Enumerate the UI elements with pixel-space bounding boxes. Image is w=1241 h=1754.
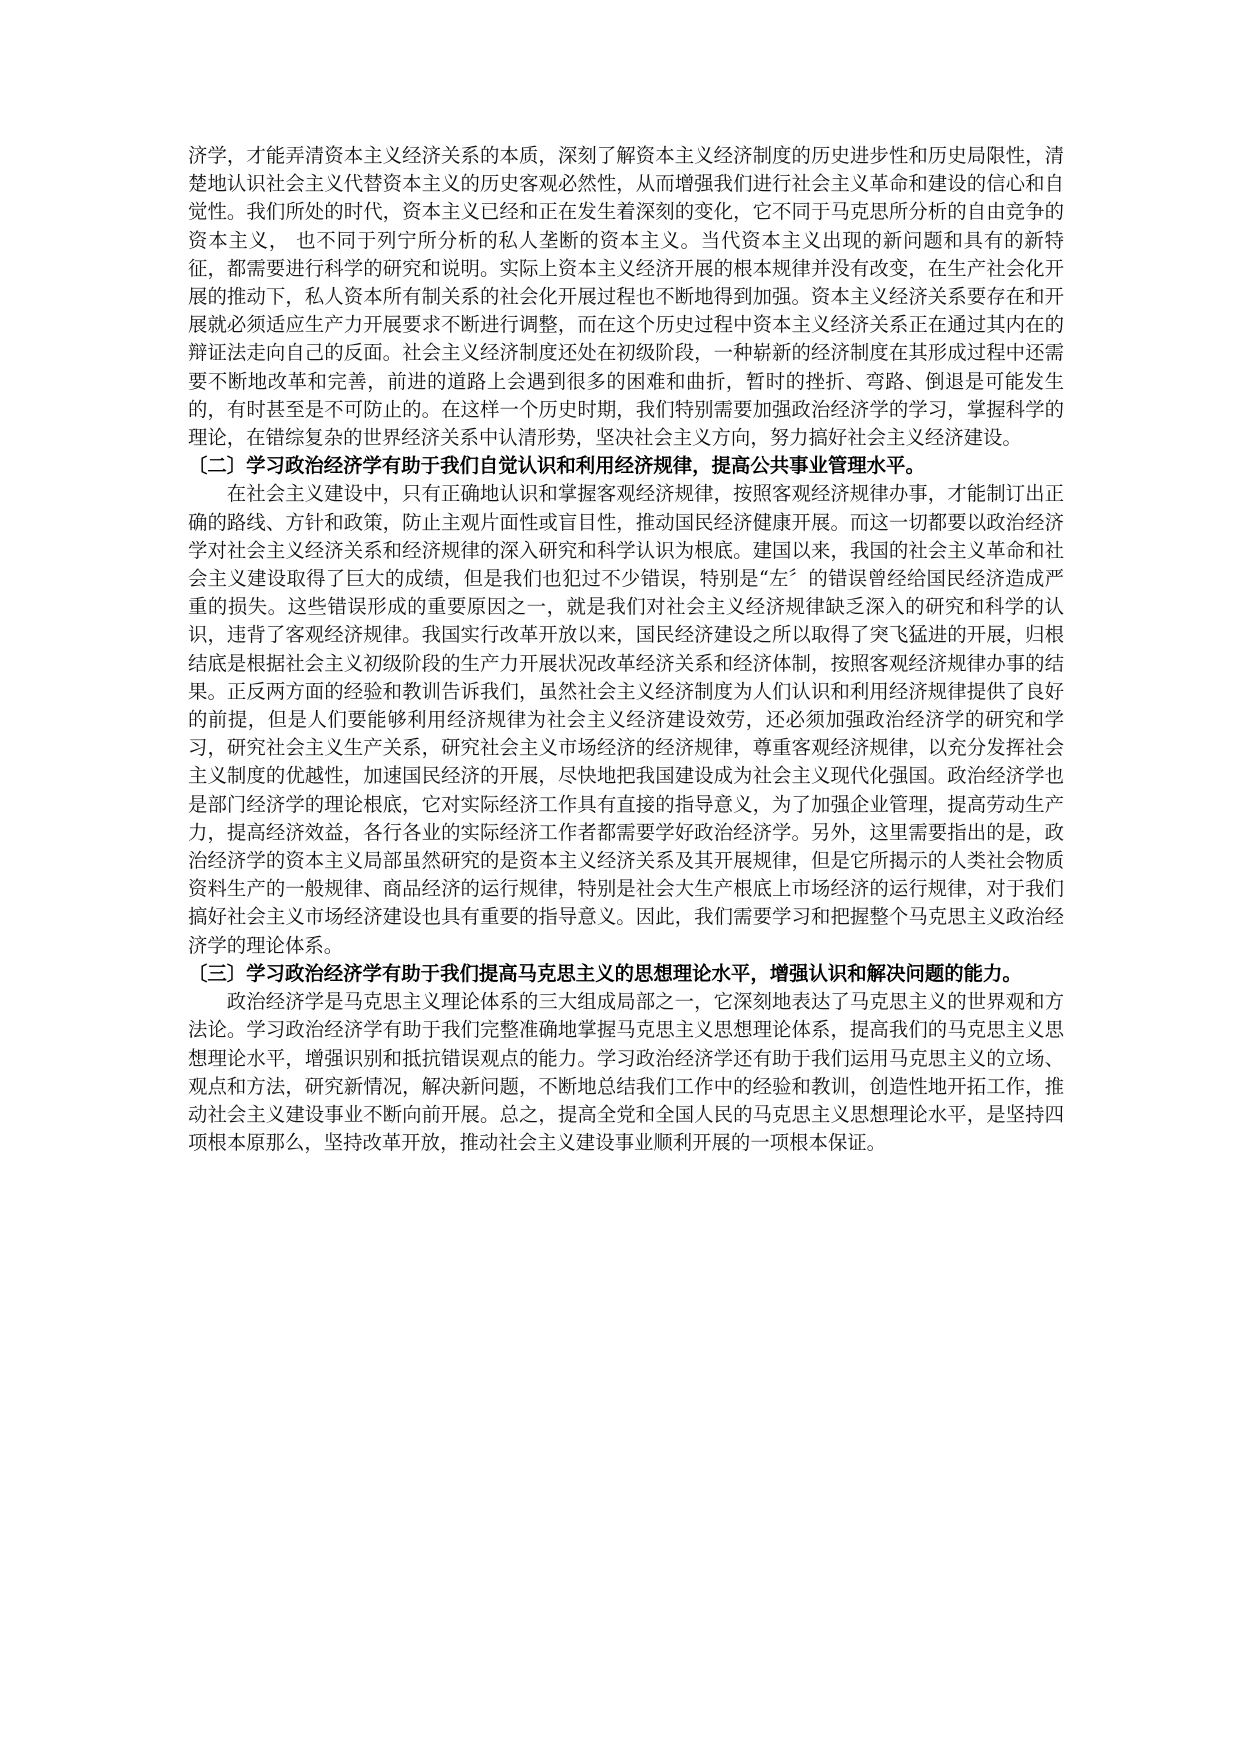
document-page	[188, 142, 1064, 1157]
section-heading-3: 〔三〕学习政治经济学有助于我们提高马克思主义的思想理论水平，增强认识和解决问题的能力。	[188, 961, 1022, 985]
paragraph-section-3: 政治经济学是马克思主义理论体系的三大组成局部之一，它深刻地表达了马克思主义的世界观和方法论。学习政治经济学有助于我们完整准确地掌握马克思主义思想理论体系，提高我们的马克思主义思想理论水平，增强识别和抵抗错误观点的能力。学习政治经济学还有助于我们运用马克思主义的立场、观点和方法，研究新情况，解决新问题，不断地总结我们工作中的经验和教训，创造性地开拓工作，推动社会主义建设事业不断向前开展。总之，提高全党和全国人民的马克思主义思想理论水平，是坚持四项根本原那么，坚持改革开放，推动社会主义建设事业顺利开展的一项根本保证。	[188, 990, 1064, 1155]
paragraph-continuation: 济学，才能弄清资本主义经济关系的本质，深刻了解资本主义经济制度的历史进步性和历史局限性，清楚地认识社会主义代替资本主义的历史客观必然性，从而增强我们进行社会主义革命和建设的信心和自觉性。我们所处的时代，资本主义已经和正在发生着深刻的变化，它不同于马克思所分析的自由竞争的资本主义， 也不同于列宁所分析的私人垄断的资本主义。当代资本主义出现的新问题和具有的新特征，都需要进行科学的研究和说明。实际上资本主义经济开展的根本规律并没有改变，在生产社会化开展的推动下，私人资本所有制关系的社会化开展过程也不断地得到加强。资本主义经济关系要存在和开展就必须适应生产力开展要求不断进行调整，而在这个历史过程中资本主义经济关系正在通过其内在的辩证法走向自己的反面。社会主义经济制度还处在初级阶段，一种崭新的经济制度在其形成过程中还需要不断地改革和完善，前进的道路上会遇到很多的困难和曲折，暂时的挫折、弯路、倒退是可能发生的，有时甚至是不可防止的。在这样一个历史时期，我们特别需要加强政治经济学的学习，掌握科学的理论，在错综复杂的世界经济关系中认清形势，坚决社会主义方向，努力搞好社会主义经济建设。	[188, 144, 1064, 450]
section-heading-2: 〔二〕学习政治经济学有助于我们自觉认识和利用经济规律，提高公共事业管理水平。	[188, 454, 925, 478]
paragraph-section-2: 在社会主义建设中，只有正确地认识和掌握客观经济规律，按照客观经济规律办事，才能制订出正确的路线、方针和政策，防止主观片面性或盲目性，推动国民经济健康开展。而这一切都要以政治经济学对社会主义经济关系和经济规律的深入研究和科学认识为根底。建国以来，我国的社会主义革命和社会主义建设取得了巨大的成绩，但是我们也犯过不少错误，特别是“左〞的错误曾经给国民经济造成严重的损失。这些错误形成的重要原因之一，就是我们对社会主义经济规律缺乏深入的研究和科学的认识，违背了客观经济规律。我国实行改革开放以来，国民经济建设之所以取得了突飞猛进的开展，归根结底是根据社会主义初级阶段的生产力开展状况改革经济关系和经济体制，按照客观经济规律办事的结果。正反两方面的经验和教训告诉我们，虽然社会主义经济制度为人们认识和利用经济规律提供了良好的前提，但是人们要能够利用经济规律为社会主义经济建设效劳，还必须加强政治经济学的研究和学习，研究社会主义生产关系，研究社会主义市场经济的经济规律，尊重客观经济规律，以充分发挥社会主义制度的优越性，加速国民经济的开展，尽快地把我国建设成为社会主义现代化强国。政治经济学也是部门经济学的理论根底，它对实际经济工作具有直接的指导意义，为了加强企业管理，提高劳动生产力，提高经济效益，各行各业的实际经济工作者都需要学好政治经济学。另外，这里需要指出的是，政治经济学的资本主义局部虽然研究的是资本主义经济关系及其开展规律，但是它所揭示的人类社会物质资料生产的一般规律、商品经济的运行规律，特别是社会大生产根底上市场经济的运行规律，对于我们搞好社会主义市场经济建设也具有重要的指导意义。因此，我们需要学习和把握整个马克思主义政治经济学的理论体系。	[188, 482, 1064, 957]
